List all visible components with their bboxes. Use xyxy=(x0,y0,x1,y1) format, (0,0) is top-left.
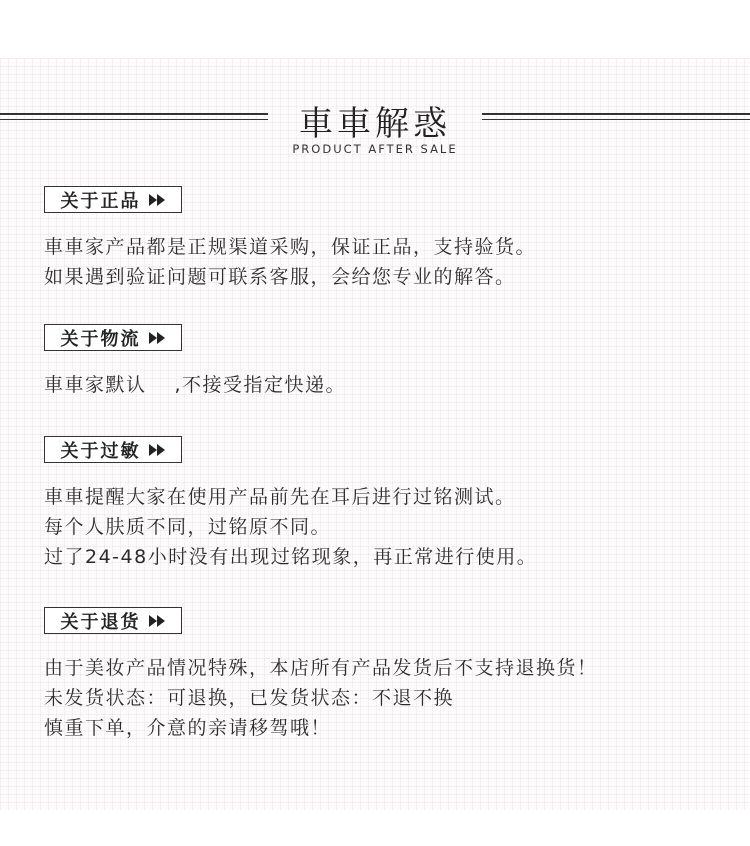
section-returns xyxy=(44,607,724,743)
text-line-end: ,不接受指定快递。 xyxy=(174,374,347,396)
section-body xyxy=(44,653,724,743)
page-title: 車車解惑 xyxy=(299,104,451,144)
section-label-logistics xyxy=(44,324,182,351)
text-line: 如果遇到验证问题可联系客服，会给您专业的解答。 xyxy=(44,266,516,288)
section-body xyxy=(44,232,724,292)
double-play-arrow-icon xyxy=(149,194,166,206)
double-play-arrow-icon xyxy=(149,615,166,627)
page-header xyxy=(0,92,750,162)
section-label-text: 关于退货 xyxy=(60,611,141,633)
text-line: 每个人肤质不同，过铭原不同。 xyxy=(44,516,332,538)
section-allergy xyxy=(44,436,724,572)
text-line: 由于美妆产品情况特殊，本店所有产品发货后不支持退换货！ xyxy=(44,657,598,679)
text-line: 慎重下单，介意的亲请移驾哦！ xyxy=(44,717,332,739)
double-play-arrow-icon xyxy=(149,332,166,344)
page-subtitle: PRODUCT AFTER SALE xyxy=(292,142,458,156)
text-line: 車車提醒大家在使用产品前先在耳后进行过铭测试。 xyxy=(44,486,516,508)
section-label-allergy xyxy=(44,436,182,463)
text-line-start: 車車家默认 xyxy=(44,374,147,396)
section-body xyxy=(44,370,724,400)
double-play-arrow-icon xyxy=(149,444,166,456)
section-label-returns xyxy=(44,607,182,634)
section-label-text: 关于正品 xyxy=(60,190,141,212)
section-label-text: 关于过敏 xyxy=(60,440,141,462)
section-body xyxy=(44,482,724,572)
text-line: 車車家产品都是正规渠道采购，保证正品，支持验货。 xyxy=(44,236,537,258)
text-line xyxy=(44,370,724,400)
section-logistics xyxy=(44,324,724,400)
text-line: 过了24-48小时没有出现过铭现象，再正常进行使用。 xyxy=(44,546,538,568)
section-label-text: 关于物流 xyxy=(60,328,141,350)
text-line: 未发货状态：可退换，已发货状态：不退不换 xyxy=(44,687,455,709)
section-genuine xyxy=(44,186,724,292)
section-label-genuine xyxy=(44,186,182,213)
